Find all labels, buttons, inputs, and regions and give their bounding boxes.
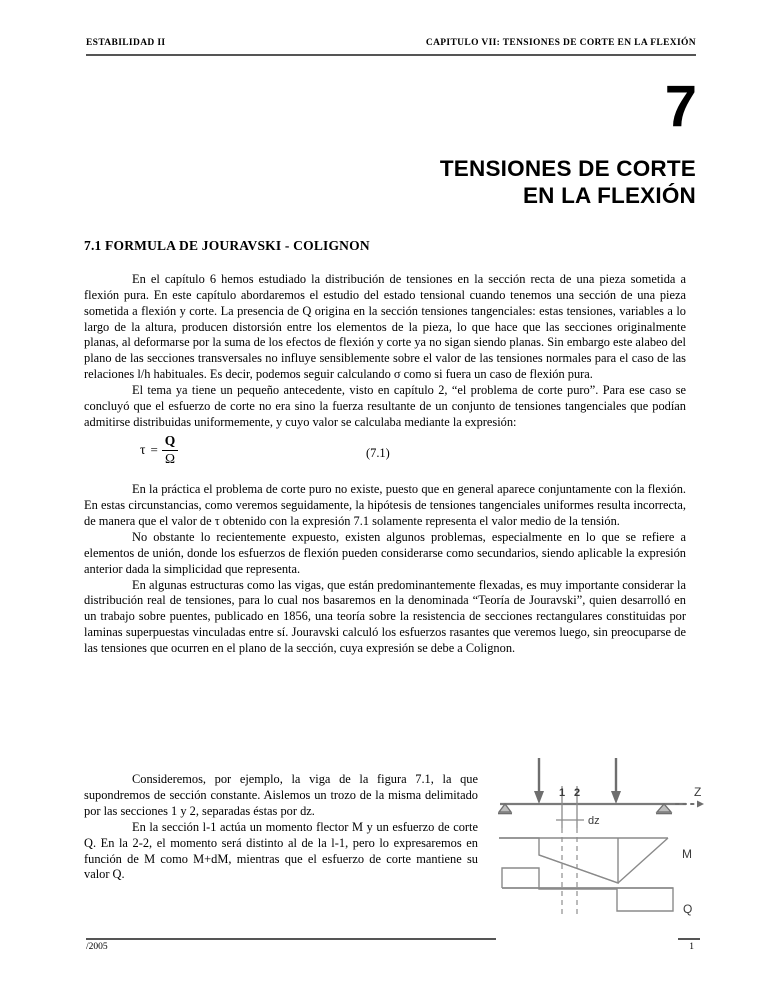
support-left bbox=[498, 804, 512, 814]
chapter-title-line-2: EN LA FLEXIÓN bbox=[522, 183, 696, 208]
lower-text-column bbox=[84, 772, 478, 883]
chapter-title bbox=[216, 155, 696, 209]
section-heading: 7.1 FORMULA DE JOURAVSKI - COLIGNON bbox=[84, 238, 370, 253]
figure-label-axis-z: Z bbox=[694, 785, 702, 799]
header-right-text: CAPITULO VII: TENSIONES DE CORTE EN LA FLEXIÓN bbox=[425, 38, 696, 48]
body-paragraph-4: No obstante lo recientemente expuesto, existen algunos problemas, especialmente en lo que se refiere a elementos de unión, donde los esfuerzos de flexión pueden considerarse como secundarios, siendo aplicable la expresión anterior dada la simplicidad que representa. bbox=[84, 529, 686, 576]
figure-7-1-beam-diagram bbox=[498, 758, 714, 940]
header-left-text: ESTABILIDAD II bbox=[86, 38, 166, 48]
body-paragraph-1: En el capítulo 6 hemos estudiado la distribución de tensiones en la sección recta de una pieza sometida a flexión pura. En este capítulo abordaremos el estudio del estado tensional cuando tenemos una sección de una pieza sometida a flexión y corte. La presencia de Q origina en la sección tensiones tangenciales: estas tensiones, variables a lo largo de la altura, producen distorsión entre los elementos de la pieza, lo que hace que las secciones originalmente planas, al deformarse por la suma de los efectos de flexión y corte ya no sigan siendo planas. Sin embargo este alabeo del plano de las secciones transversales no influye sensiblemente sobre el valor de las tensiones normales para el caso de las relaciones l/h habituales. Es decir, podemos seguir calculando σ como si fuera un caso de flexión pura. bbox=[84, 272, 686, 382]
footer-page-number: 1 bbox=[689, 942, 694, 952]
footer-page-divider bbox=[678, 938, 700, 940]
equation-number: (7.1) bbox=[366, 446, 390, 461]
equation-tau-symbol: τ bbox=[140, 442, 146, 458]
lower-paragraph-2: En la sección l-1 actúa un momento flector M y un esfuerzo de corte Q. En la 2-2, el momento será distinto al de la l-1, pero lo expresaremos en función de M como M+dM, mientras que el esfuerzo de corte mantiene su valor Q. bbox=[84, 819, 478, 882]
header-divider bbox=[86, 54, 696, 56]
body-text-column bbox=[84, 272, 686, 657]
figure-label-dz: dz bbox=[588, 815, 600, 827]
equation-numerator: Q bbox=[164, 433, 176, 449]
body-paragraph-5: En algunas estructuras como las vigas, que están predominantemente flexadas, es muy importante considerar la distribución real de tensiones, para lo cual nos basaremos en la denominada “Teoría de Jouravski”, quien desarrolló en un trabajo sobre puentes, publicado en 1856, una teoría sobre la resistencia de secciones rectangulares constituidas por laminas superpuestas vinculadas entre sí. Jouravski calculó los esfuerzos rasantes que veremos luego, sin preocuparse de las tensiones que ocurren en el plano de la sección, cuya expresión se debe a Colignon. bbox=[84, 577, 686, 655]
chapter-title-line-1: TENSIONES DE CORTE bbox=[439, 156, 696, 181]
equation-7-1 bbox=[140, 434, 178, 466]
footer-divider bbox=[86, 938, 496, 940]
equation-7-1-block bbox=[84, 430, 686, 482]
lower-paragraph-1: Consideremos, por ejemplo, la viga de la figura 7.1, la que supondremos de sección constante. Aislemos un trozo de la misma delimitado por las secciones 1 y 2, separadas éstas por dz. bbox=[84, 772, 478, 818]
body-paragraph-3: En la práctica el problema de corte puro no existe, puesto que en general aparece conjuntamente con la flexión. En estas circunstancias, como veremos seguidamente, la hipótesis de tensiones tangenciales uniformes resulta incorrecta, de manera que el valor de τ obtenido con la expresión 7.1 solamente representa el valor medio de la tensión. bbox=[84, 482, 686, 529]
figure-label-shear: Q bbox=[683, 902, 693, 916]
load-arrow-2 bbox=[611, 758, 621, 804]
load-arrow-1 bbox=[534, 758, 544, 804]
moment-diagram bbox=[499, 838, 668, 883]
figure-label-section-2: 2 bbox=[574, 787, 581, 799]
figure-label-moment: M bbox=[682, 847, 692, 861]
figure-label-section-1: 1 bbox=[559, 787, 566, 799]
footer-date: /2005 bbox=[86, 942, 108, 952]
equation-denominator: Ω bbox=[165, 451, 176, 466]
shear-diagram bbox=[502, 868, 673, 911]
equation-equals-sign: = bbox=[150, 442, 158, 458]
body-paragraph-2: El tema ya tiene un pequeño antecedente, visto en capítulo 2, “el problema de corte puro”. Para ese caso se concluyó que el esfuerzo de corte no era sino la fuerza resultante de un conjunto de tensiones tangenciales que podían admitirse distribuidas uniformemente, y cuyo valor se calculaba mediante la expresión: bbox=[84, 382, 686, 429]
equation-fraction bbox=[162, 434, 179, 466]
chapter-number: 7 bbox=[664, 74, 696, 139]
running-header bbox=[86, 38, 696, 48]
support-right bbox=[656, 804, 672, 814]
